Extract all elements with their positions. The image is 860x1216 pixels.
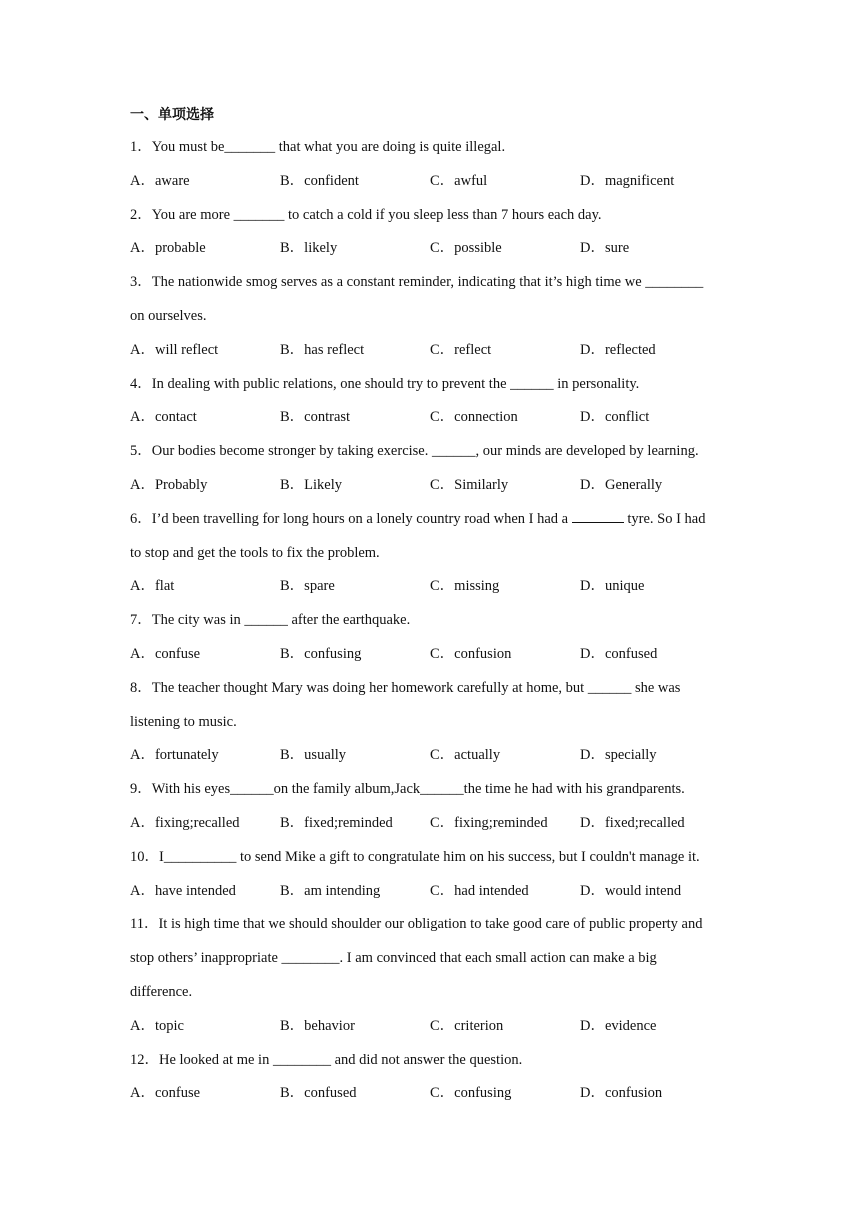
question-text (130, 503, 740, 537)
option-d: D．magnificent (580, 172, 675, 189)
options-row (130, 1010, 740, 1044)
question-text: 8．The teacher thought Mary was doing her homework carefully at home, but ______ she was (130, 679, 681, 696)
option-b: B．am intending (280, 882, 381, 899)
option-b: B．fixed;reminded (280, 814, 393, 831)
options-row (130, 570, 740, 604)
options-row (130, 1077, 740, 1111)
options-row (130, 334, 740, 368)
options-row (130, 739, 740, 773)
option-a: A．have intended (130, 882, 236, 899)
option-b: B．behavior (280, 1017, 355, 1034)
answer-blank (572, 508, 624, 523)
option-d: D．conflict (580, 409, 650, 426)
option-a: A．flat (130, 578, 175, 595)
option-c: C．connection (430, 409, 518, 426)
option-c: C．confusion (430, 645, 512, 662)
option-a: A．fortunately (130, 747, 219, 764)
option-b: B．confident (280, 172, 359, 189)
option-c: C．criterion (430, 1017, 504, 1034)
question-text-continued: to stop and get the tools to fix the problem. (130, 544, 380, 561)
option-a: A．will reflect (130, 341, 219, 358)
option-a: A．confuse (130, 645, 201, 662)
question-1 (130, 131, 740, 199)
question-text-start: 6．I’d been travelling for long hours on a lonely country road when I had a (130, 510, 572, 527)
option-b: B．spare (280, 578, 335, 595)
question-text: 10．I__________ to send Mike a gift to congratulate him on his success, but I couldn't manage it. (130, 848, 700, 865)
option-c: C．awful (430, 172, 488, 189)
question-text: 11．It is high time that we should shoulder our obligation to take good care of public property and (130, 916, 703, 933)
option-d: D．confusion (580, 1085, 663, 1102)
options-row (130, 875, 740, 909)
question-12 (130, 1044, 740, 1112)
option-b: B．usually (280, 747, 347, 764)
option-d: D．unique (580, 578, 645, 595)
question-text-continued: difference. (130, 983, 193, 1000)
option-c: C．confusing (430, 1085, 512, 1102)
question-text: 12．He looked at me in ________ and did not answer the question. (130, 1051, 523, 1068)
option-b: B．has reflect (280, 341, 365, 358)
option-b: B．contrast (280, 409, 351, 426)
option-a: A．confuse (130, 1085, 201, 1102)
option-a: A．fixing;recalled (130, 814, 240, 831)
option-c: C．had intended (430, 882, 529, 899)
option-b: B．confused (280, 1085, 357, 1102)
option-c: C．fixing;reminded (430, 814, 548, 831)
option-c: C．missing (430, 578, 500, 595)
question-10 (130, 841, 740, 909)
question-text-end: tyre. So I had (623, 510, 706, 527)
option-a: A．contact (130, 409, 197, 426)
option-d: D．sure (580, 240, 630, 257)
option-c: C．reflect (430, 341, 492, 358)
option-d: D．would intend (580, 882, 682, 899)
question-text: 1．You must be_______ that what you are doing is quite illegal. (130, 139, 506, 155)
option-a: A．aware (130, 172, 190, 189)
question-text-continued: listening to music. (130, 713, 237, 730)
option-d: D．confused (580, 645, 658, 662)
question-9 (130, 773, 740, 841)
question-text-continued: on ourselves. (130, 307, 207, 324)
option-a: A．topic (130, 1017, 184, 1034)
question-text: 9．With his eyes______on the family album,Jack______the time he had with his grandparents. (130, 781, 685, 798)
options-row (130, 165, 740, 199)
question-text: 2．You are more _______ to catch a cold if you sleep less than 7 hours each day. (130, 206, 602, 223)
option-d: D．specially (580, 747, 657, 764)
options-row (130, 807, 740, 841)
question-text: 4．In dealing with public relations, one should try to prevent the ______ in personality. (130, 375, 640, 392)
question-6 (130, 503, 740, 604)
options-row (130, 469, 740, 503)
question-text: 7．The city was in ______ after the earthquake. (130, 612, 411, 629)
options-row (130, 232, 740, 266)
question-8 (130, 672, 740, 773)
option-d: D．evidence (580, 1017, 657, 1034)
options-row (130, 638, 740, 672)
option-a: A．probable (130, 240, 206, 257)
question-4 (130, 368, 740, 436)
options-row (130, 401, 740, 435)
question-11 (130, 908, 740, 1043)
question-text: 5．Our bodies become stronger by taking exercise. ______, our minds are developed by learning. (130, 443, 699, 460)
question-7 (130, 604, 740, 672)
option-b: B．likely (280, 240, 338, 257)
option-c: C．actually (430, 747, 501, 764)
option-b: B．Likely (280, 476, 343, 493)
option-c: C．Similarly (430, 476, 509, 493)
worksheet (130, 103, 740, 1111)
section-title: 一、单项选择 (130, 107, 214, 123)
option-b: B．confusing (280, 645, 362, 662)
option-d: D．reflected (580, 341, 656, 358)
option-d: D．Generally (580, 476, 663, 493)
question-text: 3．The nationwide smog serves as a constant reminder, indicating that it’s high time we ________ (130, 274, 704, 291)
option-d: D．fixed;recalled (580, 814, 685, 831)
question-3 (130, 266, 740, 367)
question-2 (130, 199, 740, 267)
option-a: A．Probably (130, 476, 208, 493)
question-5 (130, 435, 740, 503)
option-c: C．possible (430, 240, 502, 257)
question-text-continued: stop others’ inappropriate ________. I am convinced that each small action can make a big (130, 950, 657, 967)
